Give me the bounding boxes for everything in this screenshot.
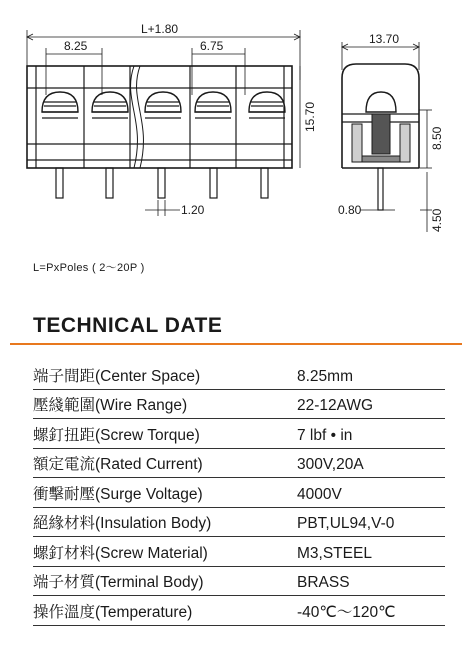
dim-pitch-left-label: 8.25 <box>64 39 88 53</box>
spec-value: BRASS <box>297 574 350 591</box>
spec-value: 4000V <box>297 485 342 503</box>
table-row <box>33 360 445 389</box>
spec-label: 絕緣材料(Insulation Body) <box>33 515 212 532</box>
spec-table <box>33 360 445 626</box>
technical-drawing <box>0 0 471 250</box>
dim-height-label: 15.70 <box>303 101 317 132</box>
dim-total-label: L+1.80 <box>141 22 179 36</box>
table-row <box>33 507 445 537</box>
table-row <box>33 478 445 508</box>
dim-pitch-right-label: 6.75 <box>200 39 224 53</box>
table-row <box>33 419 445 449</box>
spec-value: -40℃～120℃ <box>297 603 396 621</box>
dim-pin-label: 1.20 <box>181 203 205 217</box>
spec-value: 8.25mm <box>297 367 353 385</box>
spec-label: 螺釘扭距(Screw Torque) <box>33 426 200 444</box>
dim-side-height-label: 8.50 <box>430 126 444 150</box>
spec-value: 300V,20A <box>297 456 364 473</box>
spec-label: 操作溫度(Temperature) <box>33 603 193 621</box>
table-row <box>33 566 445 596</box>
dim-pin-thickness-label: 0.80 <box>338 203 362 217</box>
spec-label: 端子間距(Center Space) <box>33 367 201 385</box>
spec-value: PBT,UL94,V-0 <box>297 515 395 532</box>
orange-divider <box>10 343 462 345</box>
table-row <box>33 389 445 419</box>
spec-value: 22-12AWG <box>297 397 374 414</box>
spec-label: 額定電流(Rated Current) <box>33 456 203 473</box>
poles-note: L=PxPoles ( 2～20P ) <box>33 262 145 274</box>
dim-pin-length-label: 4.50 <box>430 208 444 232</box>
spec-label: 端子材質(Terminal Body) <box>33 574 204 591</box>
spec-value: 7 lbf • in <box>297 426 353 444</box>
spec-label: 壓綫範圍(Wire Range) <box>33 397 188 414</box>
dim-side-width-label: 13.70 <box>369 32 400 46</box>
spec-label: 螺釘材料(Screw Material) <box>33 544 208 562</box>
spec-label: 衝擊耐壓(Surge Voltage) <box>33 485 203 503</box>
table-row <box>33 596 445 626</box>
table-row <box>33 448 445 478</box>
spec-value: M3,STEEL <box>297 544 372 562</box>
section-title: TECHNICAL DATE <box>33 314 223 337</box>
table-row <box>33 537 445 567</box>
